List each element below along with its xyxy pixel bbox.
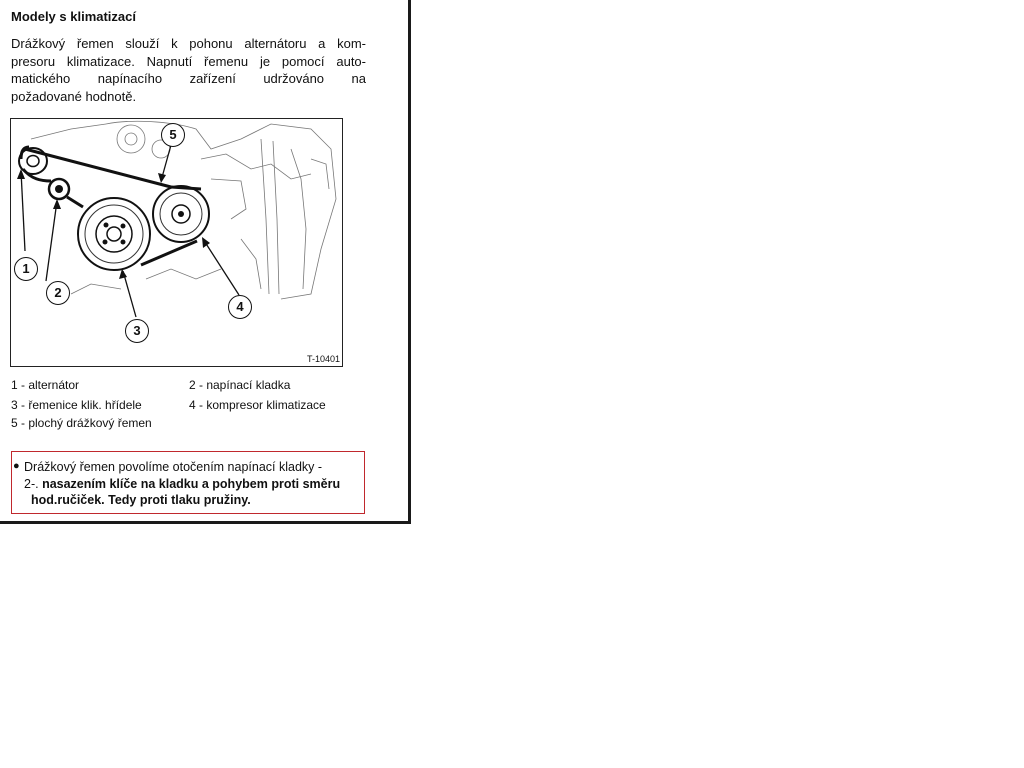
legend-item: 5 - plochý drážkový řemen <box>11 416 152 430</box>
engine-background <box>31 121 336 299</box>
crankshaft-pulley <box>78 198 150 270</box>
section-title: Modely s klimatizací <box>11 9 136 24</box>
note-line-3: hod.ručiček. Tedy proti tlaku pružiny. <box>31 493 251 507</box>
intro-line: Drážkový řemen slouží k pohonu alternátoru a kom- <box>11 36 366 51</box>
legend-item: 1 - alternátor <box>11 378 80 392</box>
note-line-2-rest: nasazením klíče na kladku a pohybem proti směru <box>38 477 341 491</box>
intro-line: požadované hodnotě. <box>11 88 137 104</box>
figure-code: T-10401 <box>306 354 340 364</box>
belt-drive-diagram <box>10 118 343 367</box>
intro-paragraph <box>11 35 366 105</box>
document-page <box>0 0 411 524</box>
callout-5: 5 <box>161 123 185 147</box>
callout-1: 1 <box>14 257 38 281</box>
note-line-2-start: 2-. <box>24 477 39 491</box>
legend-item: 4 - kompresor klimatizace <box>189 398 326 412</box>
callout-2: 2 <box>46 281 70 305</box>
intro-line: matického napínacího zařízení udržováno na <box>11 71 366 86</box>
drive-belt <box>21 147 201 265</box>
bullet-icon: ● <box>13 460 20 472</box>
tensioner-pulley <box>49 179 69 199</box>
callout-4: 4 <box>228 295 252 319</box>
intro-line: presoru klimatizace. Napnutí řemenu je pomocí auto- <box>11 53 366 69</box>
note-line-2 <box>24 476 340 493</box>
note-box <box>11 451 365 514</box>
callout-3: 3 <box>125 319 149 343</box>
legend-item: 3 - řemenice klik. hřídele <box>11 398 142 412</box>
note-line-1: Drážkový řemen povolíme otočením napínací kladky - <box>24 460 323 474</box>
legend-item: 2 - napínací kladka <box>189 378 291 392</box>
engine-illustration <box>11 119 342 366</box>
compressor-pulley <box>153 186 209 242</box>
